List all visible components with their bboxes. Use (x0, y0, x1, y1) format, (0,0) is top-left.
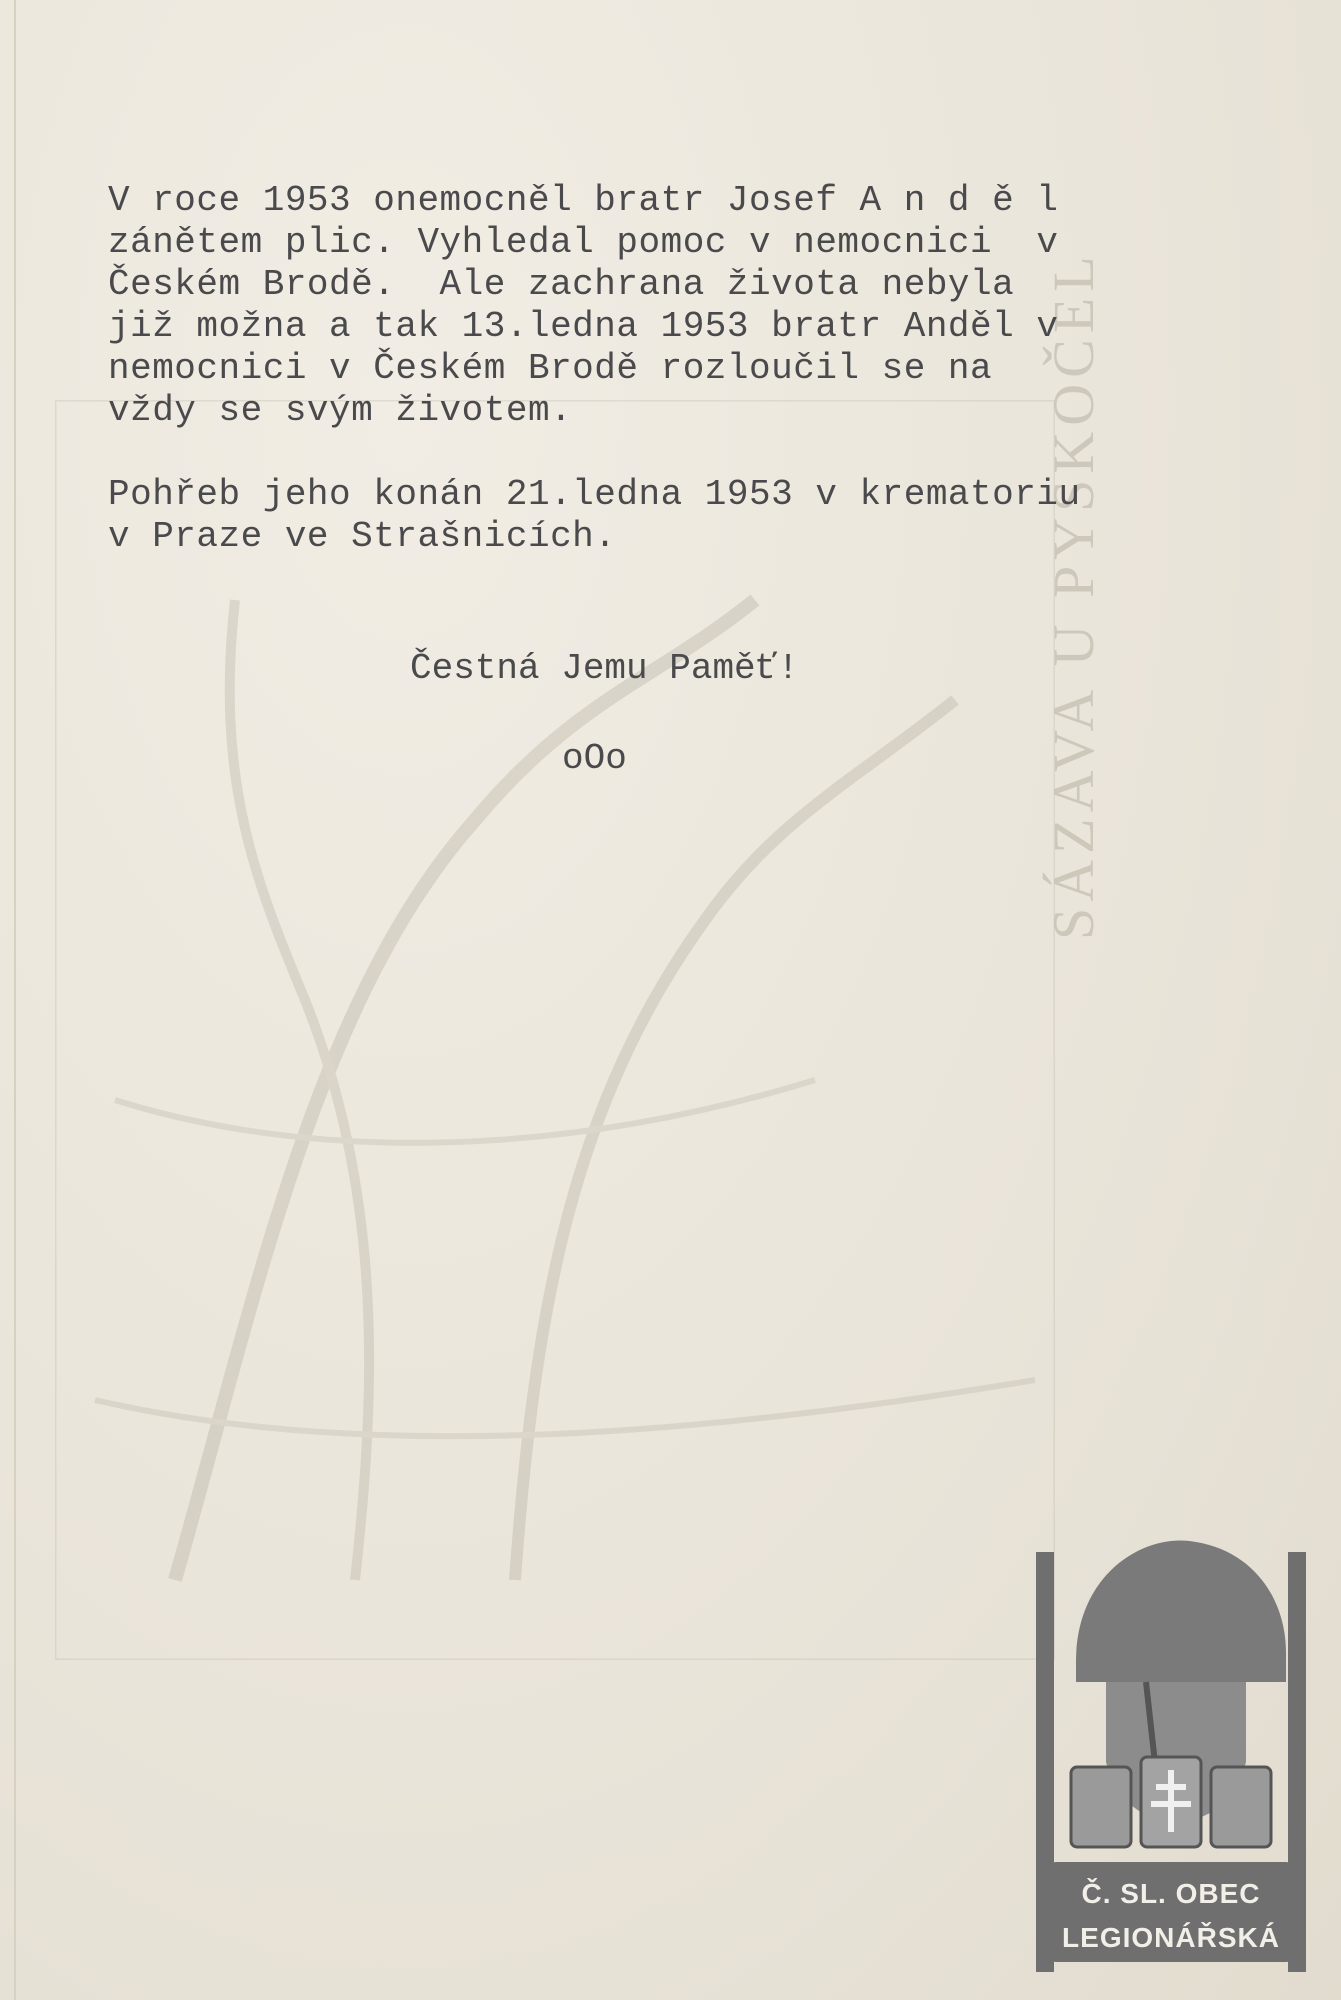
page-fold-edge (14, 0, 16, 2000)
stamp-shield-left (1071, 1767, 1131, 1847)
stamp-text-line2: LEGIONÁŘSKÁ (1062, 1922, 1280, 1953)
legion-stamp-logo (1036, 1532, 1306, 1972)
closing-tribute: Čestná Jemu Paměť! (410, 648, 799, 689)
typed-text-block (108, 180, 1248, 558)
illustration-ground-line (115, 1080, 815, 1143)
text-line: již možna a tak 13.ledna 1953 bratr Anděl v (108, 306, 1059, 347)
illustration-branch-2 (515, 700, 955, 1580)
text-line: vždy se svým životem. (108, 390, 573, 431)
text-line: zánětem plic. Vyhledal pomoc v nemocnici v (108, 222, 1059, 263)
paragraph-death-notice (108, 180, 1248, 432)
bleed-through-illustration (55, 400, 1055, 1660)
text-line: v Praze ve Strašnicích. (108, 516, 617, 557)
illustration-branch-1 (175, 600, 755, 1580)
text-line: Pohřeb jeho konán 21.ledna 1953 v krematoriu (108, 474, 1081, 515)
text-line: nemocnici v Českém Brodě rozloučil se na (108, 348, 993, 389)
bleed-through-caption: SÁZAVA U PYSKOČEL (1041, 250, 1106, 940)
stamp-helmet (1076, 1541, 1286, 1683)
paragraph-funeral (108, 474, 1248, 558)
section-separator: oOo (562, 738, 627, 779)
stamp-text-line1: Č. SL. OBEC (1081, 1878, 1261, 1909)
text-line: V roce 1953 onemocněl bratr Josef A n d ě l (108, 180, 1059, 221)
illustration-river-line (95, 1380, 1035, 1436)
text-line: Českém Brodě. Ale zachrana života nebyla (108, 264, 1015, 305)
stamp-shield-right (1211, 1767, 1271, 1847)
